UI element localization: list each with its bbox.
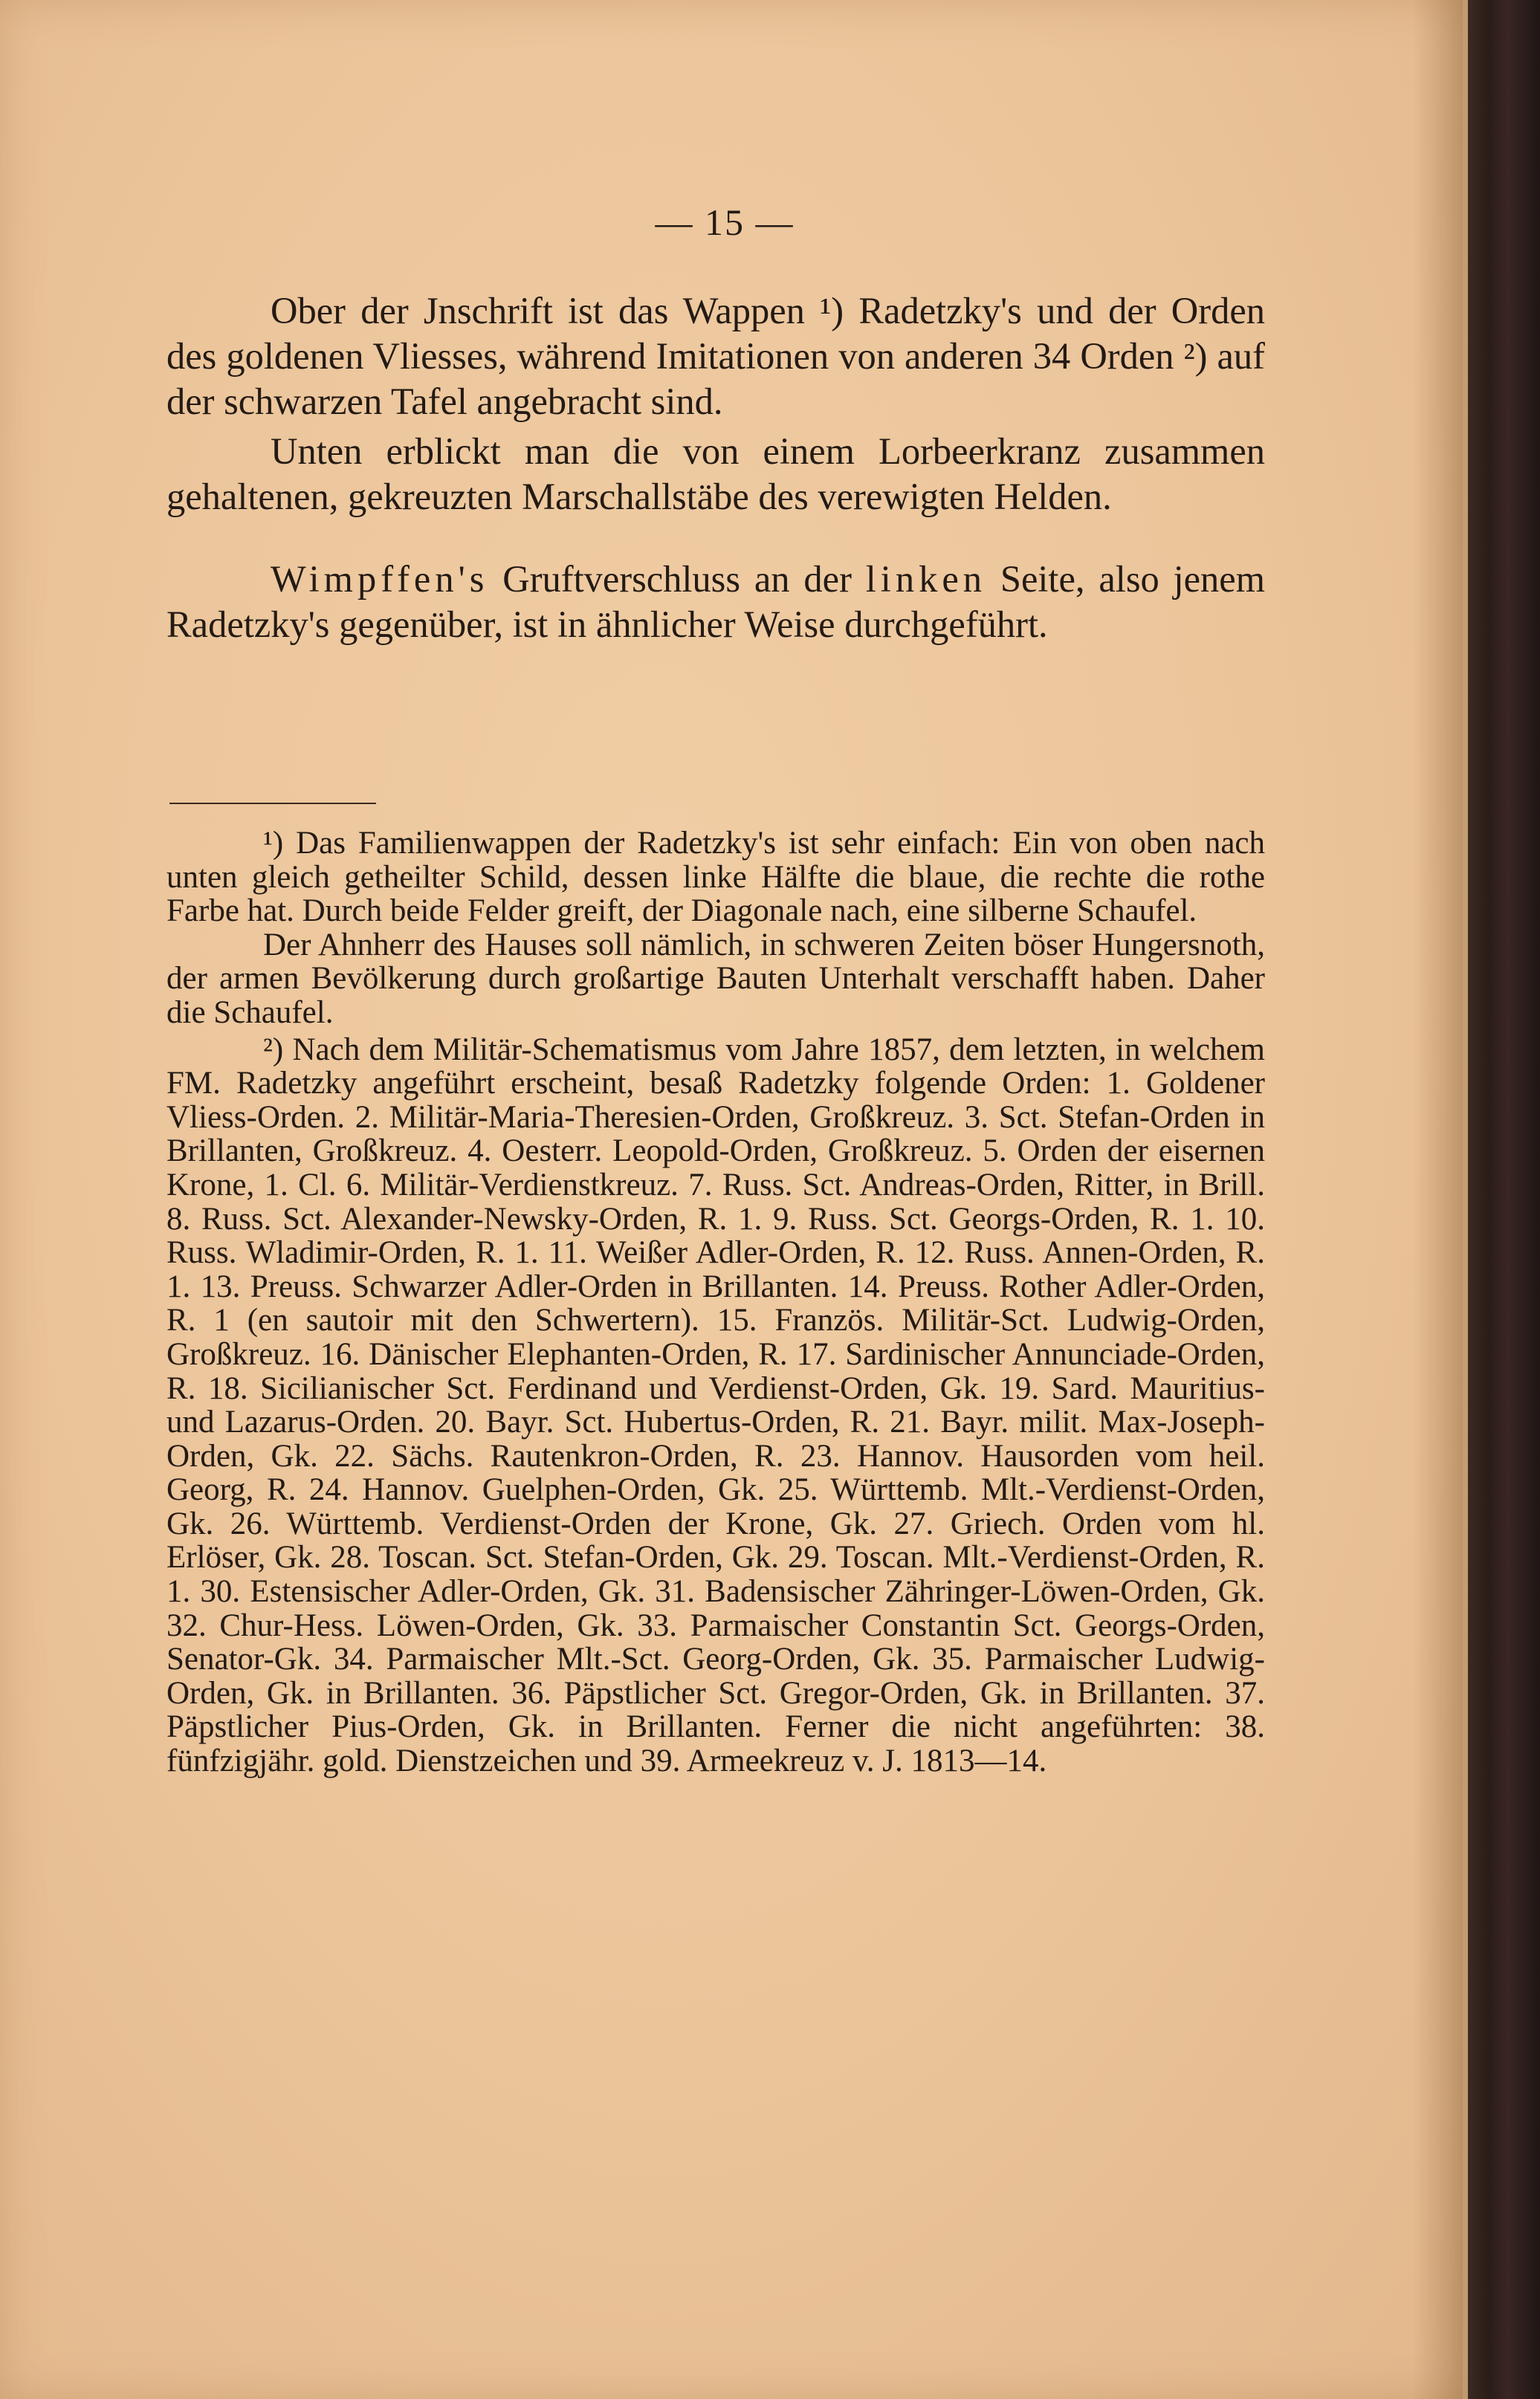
- page-edge-shadow: [1412, 0, 1468, 2399]
- footnote-2: [166, 1033, 1265, 1778]
- footnote-2-text: Nach dem Militär-Schematismus vom Jahre 1857, dem letzten, in welchem FM. Radetzky angeführt erscheint, besaß Radetzky folgende Orden: 1. Goldener Vliess-Orden. 2. Militär-Maria-Theresien-Orden, Großkreuz. 3. Sct. Stefan-Orden in Brillanten, Großkreuz. 4. Oesterr. Leopold-Orden, Großkreuz. 5. Orden der eisernen Krone, 1. Cl. 6. Militär-Verdienstkreuz. 7. Russ. Sct. Andreas-Orden, Ritter, in Brill. 8. Russ. Sct. Alexander-Newsky-Orden, R. 1. 9. Russ. Sct. Georgs-Orden, R. 1. 10. Russ. Wladimir-Orden, R. 1. 11. Weißer Adler-Orden, R. 12. Russ. Annen-Orden, R. 1. 13. Preuss. Schwarzer Adler-Orden in Brillanten. 14. Preuss. Rother Adler-Orden, R. 1 (en sautoir mit den Schwertern). 15. Französ. Militär-Sct. Ludwig-Orden, Großkreuz. 16. Dänischer Elephanten-Orden, R. 17. Sardinischer Annunciade-Orden, R. 18. Sicilianischer Sct. Ferdinand und Verdienst-Orden, Gk. 19. Sard. Mauritius- und Lazarus-Orden. 20. Bayr. Sct. Hubertus-Orden, R. 21. Bayr. milit. Max-Joseph-Orden, Gk. 22. Sächs. Rautenkron-Orden, R. 23. Hannov. Hausorden vom heil. Georg, R. 24. Hannov. Guelphen-Orden, Gk. 25. Württemb. Mlt.-Verdienst-Orden, Gk. 26. Württemb. Verdienst-Orden der Krone, Gk. 27. Griech. Orden vom hl. Erlöser, Gk. 28. Toscan. Sct. Stefan-Orden, Gk. 29. Toscan. Mlt.-Verdienst-Orden, R. 1. 30. Estensischer Adler-Orden, Gk. 31. Badensischer Zähringer-Löwen-Orden, Gk. 32. Chur-Hess. Löwen-Orden, Gk. 33. Parmaischer Constantin Sct. Georgs-Orden, Senator-Gk. 34. Parmaischer Mlt.-Sct. Georg-Orden, Gk. 35. Parmaischer Ludwig-Orden, Gk. in Brillanten. 36. Päpstlicher Sct. Gregor-Orden, Gk. in Brillanten. 37. Päpstlicher Pius-Orden, Gk. in Brillanten. Ferner die nicht angeführten: 38. fünfzigjähr. gold. Dienstzeichen und 39. Armeekreuz v. J. 1813—14.: [166, 1032, 1265, 1779]
- paragraph-wimpffen-text-a: Gruftverschluss an der: [488, 558, 866, 600]
- footnote-1: [166, 826, 1265, 928]
- wimpffen-name: Wimpffen's: [271, 558, 489, 600]
- footnotes: [166, 826, 1265, 1778]
- paragraph-marshal-staffs: Unten erblickt man die von einem Lorbeerkranz zusammen gehaltenen, gekreuzten Marschallstäbe des verewigten Helden.: [166, 430, 1265, 517]
- footnote-1-marker: ¹): [263, 826, 284, 861]
- main-text: [166, 288, 1265, 647]
- footnote-1-continuation: Der Ahnherr des Hauses soll nämlich, in schweren Zeiten böser Hungersnoth, der armen Bevölkerung durch großartige Bauten Unterhalt verschafft haben. Daher die Schaufel.: [166, 927, 1265, 1030]
- page-number: — 15 —: [655, 201, 795, 243]
- book-binding: [1468, 0, 1540, 2399]
- footnote-1-text: Das Familienwappen der Radetzky's ist sehr einfach: Ein von oben nach unten gleich getheilter Schild, dessen linke Hälfte die blaue, die rechte die rothe Farbe hat. Durch beide Felder greift, der Diagonale nach, eine silberne Schaufel.: [166, 826, 1265, 929]
- footnote-separator: [169, 803, 376, 804]
- linken-emphasis: linken: [865, 558, 987, 600]
- paragraph-wimpffen: [166, 557, 1265, 647]
- footnote-2-marker: ²): [263, 1032, 284, 1067]
- paragraph-wimpffen-text-b: Seite, also jenem Radetzky's gegenüber, ist in ähnlicher Weise durchgeführt.: [166, 558, 1265, 645]
- paragraph-inscription: Ober der Jnschrift ist das Wappen ¹) Radetzky's und der Orden des goldenen Vliesses, während Imitationen von anderen 34 Orden ²) auf der schwarzen Tafel angebracht sind.: [166, 290, 1265, 422]
